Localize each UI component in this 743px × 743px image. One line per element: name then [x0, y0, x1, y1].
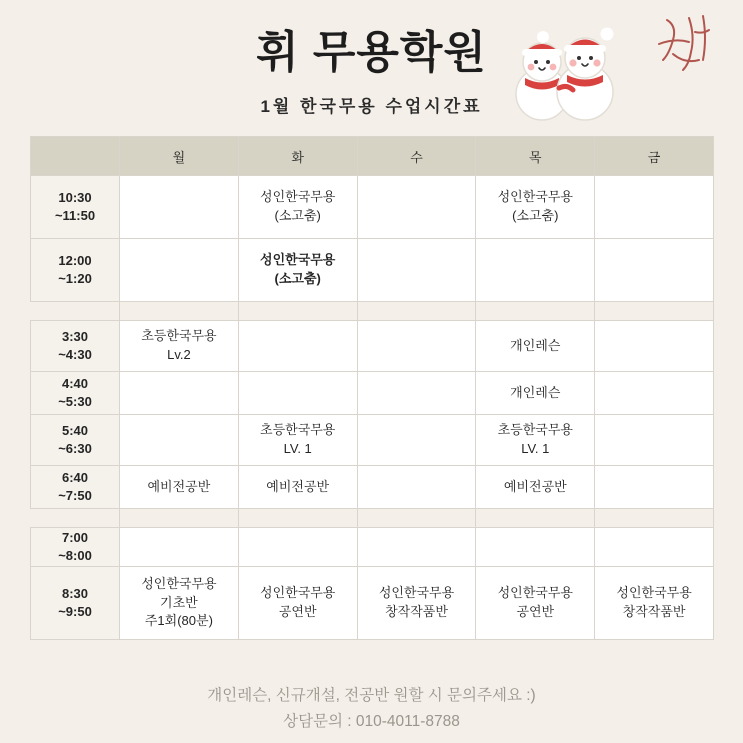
class-cell-tue: [238, 239, 357, 302]
class-name: 성인한국무용: [616, 585, 692, 601]
time-start: 12:00: [58, 253, 92, 269]
page-header: [0, 0, 743, 130]
class-cell-fri: [595, 415, 714, 466]
class-cell-mon: [120, 466, 239, 509]
class-cell-wed: [357, 466, 476, 509]
class-detail: 창작작품반: [385, 604, 448, 619]
class-cell-wed: [357, 528, 476, 567]
class-name: 성인한국무용: [260, 189, 336, 205]
time-end: ~9:50: [58, 604, 92, 619]
class-cell-mon: [120, 415, 239, 466]
time-start: 10:30: [58, 190, 92, 206]
table-spacer-row: [31, 302, 714, 321]
day-header-tue: 화: [238, 137, 357, 176]
class-cell-thu: [476, 567, 595, 640]
spacer-cell: [31, 302, 120, 321]
class-name: 성인한국무용: [497, 585, 573, 601]
table-row: [31, 415, 714, 466]
spacer-cell: [120, 302, 239, 321]
class-cell-thu: [476, 372, 595, 415]
day-header-fri: 금: [595, 137, 714, 176]
class-detail: (소고춤): [274, 271, 321, 286]
class-cell-thu: [476, 239, 595, 302]
class-cell-wed: [357, 239, 476, 302]
class-cell-mon: [120, 321, 239, 372]
class-note: 주1회(80분): [144, 613, 213, 629]
schedule-table-wrapper: [30, 136, 713, 640]
class-cell-wed: [357, 415, 476, 466]
class-cell-fri: [595, 466, 714, 509]
class-cell-tue: [238, 372, 357, 415]
day-header-wed: 수: [357, 137, 476, 176]
class-cell-tue: [238, 466, 357, 509]
time-start: 3:30: [61, 329, 89, 345]
snowman-couple-icon: [497, 18, 627, 123]
class-cell-thu: [476, 466, 595, 509]
spacer-cell: [476, 509, 595, 528]
spacer-cell: [595, 509, 714, 528]
class-cell-mon: [120, 567, 239, 640]
class-cell-wed: [357, 176, 476, 239]
table-row: [31, 372, 714, 415]
row-time-label: [31, 415, 120, 466]
class-cell-mon: [120, 528, 239, 567]
class-detail: 공연반: [516, 604, 555, 619]
class-cell-fri: [595, 239, 714, 302]
table-row: [31, 528, 714, 567]
time-end: ~5:30: [58, 394, 92, 409]
class-cell-thu: [476, 176, 595, 239]
spacer-cell: [357, 509, 476, 528]
class-cell-fri: [595, 321, 714, 372]
table-header-row: [31, 137, 714, 176]
table-spacer-row: [31, 509, 714, 528]
class-cell-thu: [476, 415, 595, 466]
footer-line-2: 상담문의 : 010-4011-8788: [283, 712, 460, 730]
class-cell-fri: [595, 372, 714, 415]
schedule-table: [30, 136, 714, 640]
class-detail: (소고춤): [274, 208, 321, 223]
class-cell-mon: [120, 239, 239, 302]
class-detail: 기초반: [160, 594, 198, 610]
class-name: 초등한국무용: [260, 422, 336, 438]
class-cell-wed: [357, 321, 476, 372]
class-detail: 창작작품반: [622, 604, 686, 619]
table-row: [31, 239, 714, 302]
class-cell-tue: [238, 567, 357, 640]
day-header-mon: 월: [120, 137, 239, 176]
page-subtitle: 1월 한국무용 수업시간표: [260, 97, 483, 116]
class-cell-fri: [595, 176, 714, 239]
time-end: ~11:50: [54, 208, 96, 223]
row-time-label: [31, 176, 120, 239]
class-detail: Lv.2: [167, 347, 191, 362]
time-end: ~1:20: [58, 271, 92, 286]
row-time-label: [31, 567, 120, 640]
footer-notice: [30, 683, 713, 734]
footer-line-1: 개인레슨, 신규개설, 전공반 원할 시 문의주세요 :): [207, 687, 536, 704]
time-start: 8:30: [61, 586, 89, 602]
table-row: [31, 567, 714, 640]
class-detail: 공연반: [278, 604, 317, 619]
spacer-cell: [357, 302, 476, 321]
class-cell-tue: [238, 415, 357, 466]
page-title: 휘 무용학원: [256, 28, 487, 77]
class-name: 성인한국무용: [378, 585, 455, 601]
class-name: 예비전공반: [147, 478, 211, 494]
class-name: 개인레슨: [510, 384, 561, 400]
table-row: [31, 321, 714, 372]
table-row: [31, 466, 714, 509]
time-end: ~8:00: [58, 548, 92, 563]
class-cell-mon: [120, 176, 239, 239]
day-header-thu: 목: [476, 137, 595, 176]
class-cell-thu: [476, 321, 595, 372]
table-row: [31, 176, 714, 239]
class-cell-fri: [595, 567, 714, 640]
spacer-cell: [476, 302, 595, 321]
time-start: 4:40: [61, 376, 89, 392]
class-cell-tue: [238, 528, 357, 567]
time-start: 6:40: [61, 470, 89, 486]
spacer-cell: [595, 302, 714, 321]
class-name: 개인레슨: [510, 337, 561, 353]
row-time-label: [31, 372, 120, 415]
class-name: 성인한국무용: [497, 189, 573, 205]
table-corner-cell: [31, 137, 120, 176]
row-time-label: [31, 321, 120, 372]
spacer-cell: [120, 509, 239, 528]
class-cell-mon: [120, 372, 239, 415]
class-cell-thu: [476, 528, 595, 567]
time-end: ~4:30: [58, 347, 92, 362]
class-name: 예비전공반: [266, 478, 330, 494]
class-detail: (소고춤): [512, 208, 559, 223]
time-start: 5:40: [61, 423, 89, 439]
class-name: 성인한국무용: [260, 585, 336, 601]
row-time-label: [31, 466, 120, 509]
time-end: ~6:30: [58, 441, 92, 456]
class-detail: LV. 1: [283, 441, 312, 456]
class-detail: LV. 1: [521, 441, 550, 456]
row-time-label: [31, 528, 120, 567]
class-name: 성인한국무용: [141, 575, 217, 591]
spacer-cell: [238, 302, 357, 321]
class-name: 초등한국무용: [141, 328, 217, 344]
time-end: ~7:50: [58, 488, 92, 503]
spacer-cell: [238, 509, 357, 528]
class-name: 초등한국무용: [497, 422, 573, 438]
class-cell-fri: [595, 528, 714, 567]
class-cell-wed: [357, 567, 476, 640]
class-name: 성인한국무용: [260, 252, 336, 268]
class-cell-tue: [238, 321, 357, 372]
schedule-table-body: [31, 176, 714, 640]
time-start: 7:00: [61, 530, 89, 546]
class-cell-tue: [238, 176, 357, 239]
row-time-label: [31, 239, 120, 302]
class-cell-wed: [357, 372, 476, 415]
spacer-cell: [31, 509, 120, 528]
class-name: 예비전공반: [503, 478, 567, 494]
calligraphy-logo-icon: [649, 10, 719, 80]
